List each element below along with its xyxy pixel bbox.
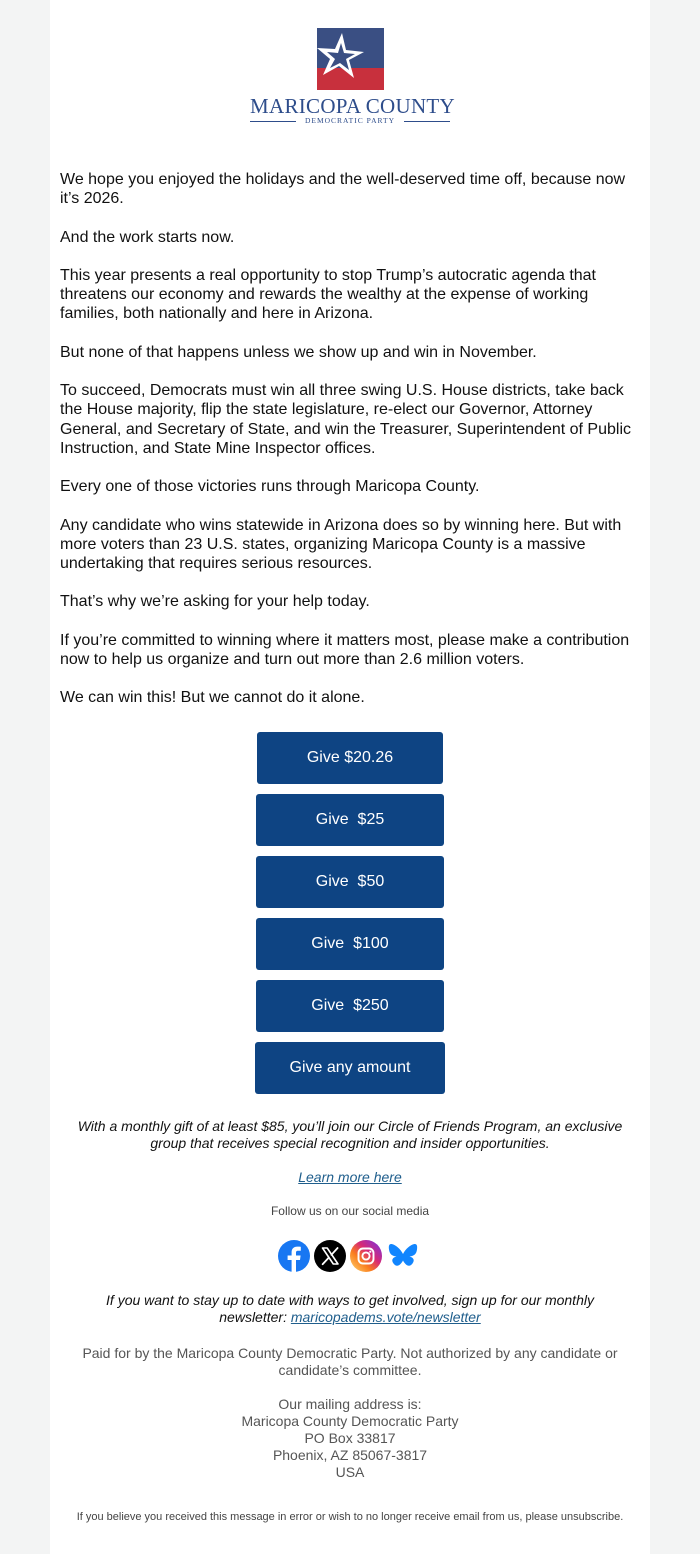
instagram-icon[interactable] (349, 1239, 383, 1273)
body-paragraph: We can win this! But we cannot do it alone. (60, 689, 365, 707)
give-100-button[interactable]: Give $100 (256, 918, 444, 970)
paid-for-disclaimer: Paid for by the Maricopa County Democratic Party. Not authorized by any candidate or candidate’s committee. (82, 1345, 618, 1378)
email-card (50, 0, 650, 1554)
mailing-address (50, 1396, 650, 1481)
give-20-26-button[interactable]: Give $20.26 (257, 732, 443, 784)
give-25-button[interactable]: Give $25 (256, 794, 444, 846)
logo-flag-icon (250, 28, 450, 92)
email-body (60, 170, 640, 727)
body-paragraph: If you’re committed to winning where it matters most, please make a contribution now to help us organize and turn out more than 2.6 million voters. (60, 631, 630, 669)
logo-subtitle: DEMOCRATIC PARTY (304, 116, 396, 125)
address-line: PO Box 33817 (304, 1430, 396, 1446)
give-any-amount-button[interactable]: Give any amount (255, 1042, 445, 1094)
address-line: USA (335, 1464, 365, 1480)
learn-more-link[interactable]: Learn more here (298, 1169, 402, 1185)
give-50-button[interactable]: Give $50 (256, 856, 444, 908)
logo-divider (404, 121, 450, 122)
follow-text: Follow us on our social media (270, 1204, 430, 1218)
body-paragraph: To succeed, Democrats must win all three swing U.S. House districts, take back the House majority, flip the state legislature, re-elect our Governor, Attorney General, and Secretary of State, and win the Treasurer, Superintendent of Public Instruction, and State Mine Inspector offices. (60, 382, 632, 457)
newsletter-label: If you want to stay up to date with ways to get involved, sign up for our monthly newsletter: (106, 1292, 594, 1325)
newsletter-text (90, 1292, 610, 1326)
body-paragraph: Any candidate who wins statewide in Arizona does so by winning here. But with more voters than 23 U.S. states, organizing Maricopa County is a massive undertaking that requires serious resources. (60, 516, 622, 573)
address-line: Phoenix, AZ 85067-3817 (272, 1447, 428, 1463)
newsletter-link[interactable]: maricopadems.vote/newsletter (290, 1309, 481, 1325)
x-icon[interactable] (313, 1239, 347, 1273)
logo-name: MARICOPA COUNTY (250, 94, 456, 118)
facebook-icon[interactable] (277, 1239, 311, 1273)
body-paragraph: And the work starts now. (60, 228, 235, 246)
unsubscribe-text[interactable]: If you believe you received this message in error or wish to no longer receive email from us, please unsubscribe. (76, 1511, 624, 1523)
bluesky-icon[interactable] (386, 1239, 420, 1273)
give-250-button[interactable]: Give $250 (256, 980, 444, 1032)
address-heading: Our mailing address is: (278, 1396, 422, 1412)
body-paragraph: But none of that happens unless we show up and win in November. (60, 343, 537, 361)
address-line: Maricopa County Democratic Party (241, 1413, 459, 1429)
body-paragraph: We hope you enjoyed the holidays and the well-deserved time off, because now it’s 2026. (60, 171, 626, 208)
party-logo (250, 28, 456, 126)
body-paragraph: Every one of those victories runs through Maricopa County. (60, 478, 480, 496)
body-paragraph: That’s why we’re asking for your help today. (60, 593, 370, 611)
body-paragraph: This year presents a real opportunity to stop Trump’s autocratic agenda that threatens our economy and rewards the wealthy at the expense of working families, both nationally and here in Arizona. (60, 266, 596, 323)
logo-subtitle-row (250, 116, 450, 126)
circle-of-friends-text: With a monthly gift of at least $85, you’ll join our Circle of Friends Program, an exclusive group that receives special recognition and insider opportunities. (77, 1118, 623, 1151)
learn-more-row (50, 1169, 650, 1185)
